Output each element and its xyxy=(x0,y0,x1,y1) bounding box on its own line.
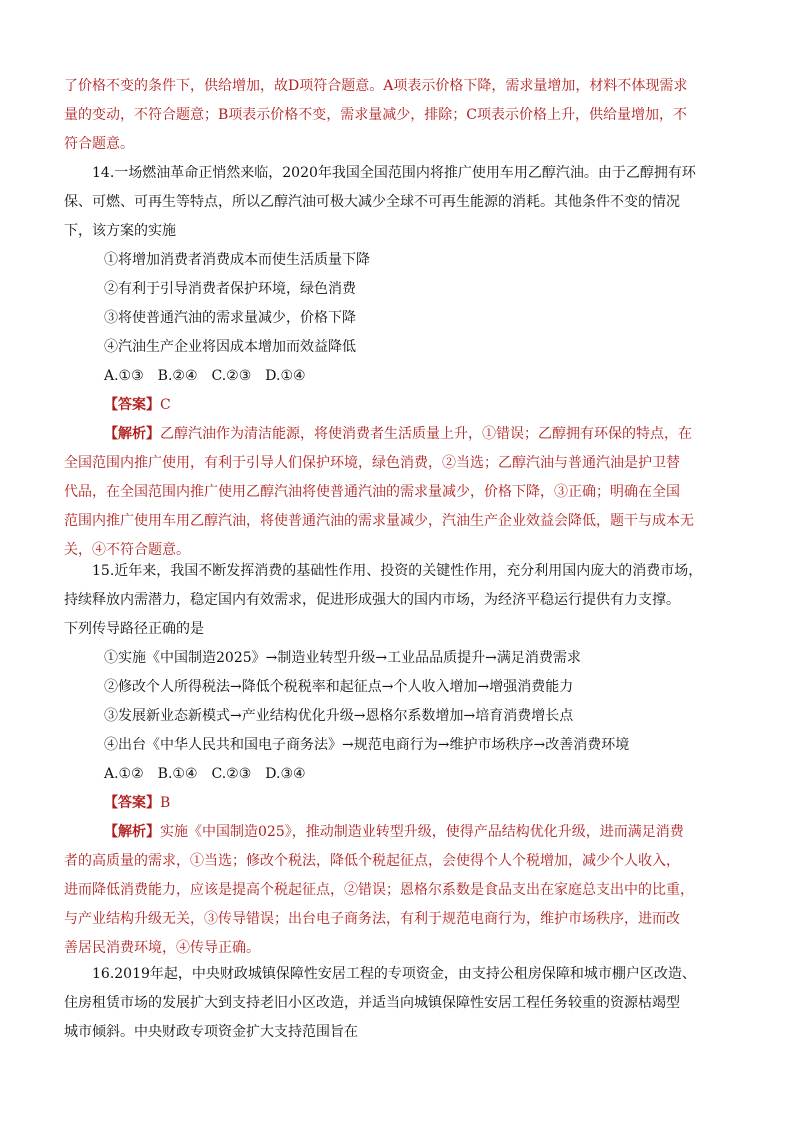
q14-stem-line: 14.一场燃油革命正悄然来临，2020年我国全国范围内将推广使用车用乙醇汽油。由于乙醇拥有环 xyxy=(92,165,696,181)
q15-option: ④出台《中华人民共和国电子商务法》→规范电商行为→维护市场秩序→改善消费环境 xyxy=(104,737,630,753)
prev-analysis-line: 量的变动，不符合题意；B项表示价格不变，需求量减少，排除；C项表示价格上升，供给量增加，不 xyxy=(64,107,687,123)
q14-answer xyxy=(64,391,732,420)
q14-option: ④汽油生产企业将因成本增加而效益降低 xyxy=(104,339,356,355)
q14-analysis-line: 范围内推广使用车用乙醇汽油，将使普通汽油的需求量减少，汽油生产企业效益会降低，题干与成本无 xyxy=(64,513,694,529)
question-16 xyxy=(64,960,732,1047)
q15-stem-line: 持续释放内需潜力，稳定国内有效需求，促进形成强大的国内市场，为经济平稳运行提供有力支撑。 xyxy=(64,592,680,608)
q15-choices: A.①② B.①④ C.②③ D.③④ xyxy=(104,766,306,782)
prev-analysis-line: 了价格不变的条件下，供给增加，故D项符合题意。A项表示价格下降，需求量增加，材料不体现需求 xyxy=(64,78,688,94)
q15-analysis-line: 与产业结构升级无关，③传导错误；出台电子商务法，有利于规范电商行为，维护市场秩序，进而改 xyxy=(64,911,680,927)
q15-option: ③发展新业态新模式→产业结构优化升级→恩格尔系数增加→培育消费增长点 xyxy=(104,708,574,724)
analysis-tag: 【解析】 xyxy=(104,824,160,840)
answer-value: C xyxy=(160,397,171,413)
question-15 xyxy=(64,557,732,963)
q16-stem-line: 城市倾斜。中央财政专项资金扩大支持范围旨在 xyxy=(64,1024,358,1040)
q15-stem-line: 15.近年来，我国不断发挥消费的基础性作用、投资的关键性作用，充分利用国内庞大的消费市场， xyxy=(92,563,703,579)
q16-stem-line: 16.2019年起，中央财政城镇保障性安居工程的专项资金，由支持公租房保障和城市棚户区改造、 xyxy=(92,966,696,982)
prev-analysis xyxy=(64,72,732,159)
q15-analysis-line: 实施《中国制造025》，推动制造业转型升级，使得产品结构优化升级，进而满足消费 xyxy=(160,824,684,840)
q14-analysis-line: 代品，在全国范围内推广使用乙醇汽油将使普通汽油的需求量减少，价格下降，③正确；明确在全国 xyxy=(64,484,680,500)
q14-analysis xyxy=(64,420,732,449)
q15-analysis xyxy=(64,818,732,847)
q16-stem-line: 住房租赁市场的发展扩大到支持老旧小区改造，并适当向城镇保障性安居工程任务较重的资源枯竭型 xyxy=(64,995,680,1011)
analysis-tag: 【解析】 xyxy=(104,426,160,442)
answer-tag: 【答案】 xyxy=(104,795,160,811)
question-14 xyxy=(64,159,732,565)
q14-option: ③将使普通汽油的需求量减少，价格下降 xyxy=(104,310,356,326)
q15-analysis-line: 善居民消费环境，④传导正确。 xyxy=(64,940,260,956)
q15-option: ②修改个人所得税法→降低个税税率和起征点→个人收入增加→增强消费能力 xyxy=(104,679,574,695)
answer-tag: 【答案】 xyxy=(104,397,160,413)
prev-analysis-line: 符合题意。 xyxy=(64,136,134,152)
q14-stem-line: 保、可燃、可再生等特点，所以乙醇汽油可极大减少全球不可再生能源的消耗。其他条件不变的情况 xyxy=(64,194,680,210)
q14-analysis-line: 乙醇汽油作为清洁能源，将使消费者生活质量上升，①错误；乙醇拥有环保的特点，在 xyxy=(160,426,692,442)
q14-analysis-line: 关，④不符合题意。 xyxy=(64,542,190,558)
q15-analysis-line: 进而降低消费能力，应该是提高个税起征点，②错误；恩格尔系数是食品支出在家庭总支出中的比重， xyxy=(64,882,694,898)
q14-analysis-line: 全国范围内推广使用，有利于引导人们保护环境，绿色消费，②当选；乙醇汽油与普通汽油是护卫替 xyxy=(64,455,680,471)
q15-option: ①实施《中国制造2025》→制造业转型升级→工业品品质提升→满足消费需求 xyxy=(104,650,581,666)
q14-option: ②有利于引导消费者保护环境，绿色消费 xyxy=(104,281,356,297)
q15-stem-line: 下列传导路径正确的是 xyxy=(64,621,204,637)
q14-stem-line: 下，该方案的实施 xyxy=(64,223,176,239)
q14-option: ①将增加消费者消费成本而使生活质量下降 xyxy=(104,252,370,268)
q14-choices: A.①③ B.②④ C.②③ D.①④ xyxy=(104,368,306,384)
q15-answer xyxy=(64,789,732,818)
answer-value: B xyxy=(160,795,171,811)
q15-analysis-line: 者的高质量的需求，①当选；修改个税法，降低个税起征点，会使得个人个税增加，减少个人收入， xyxy=(64,853,680,869)
